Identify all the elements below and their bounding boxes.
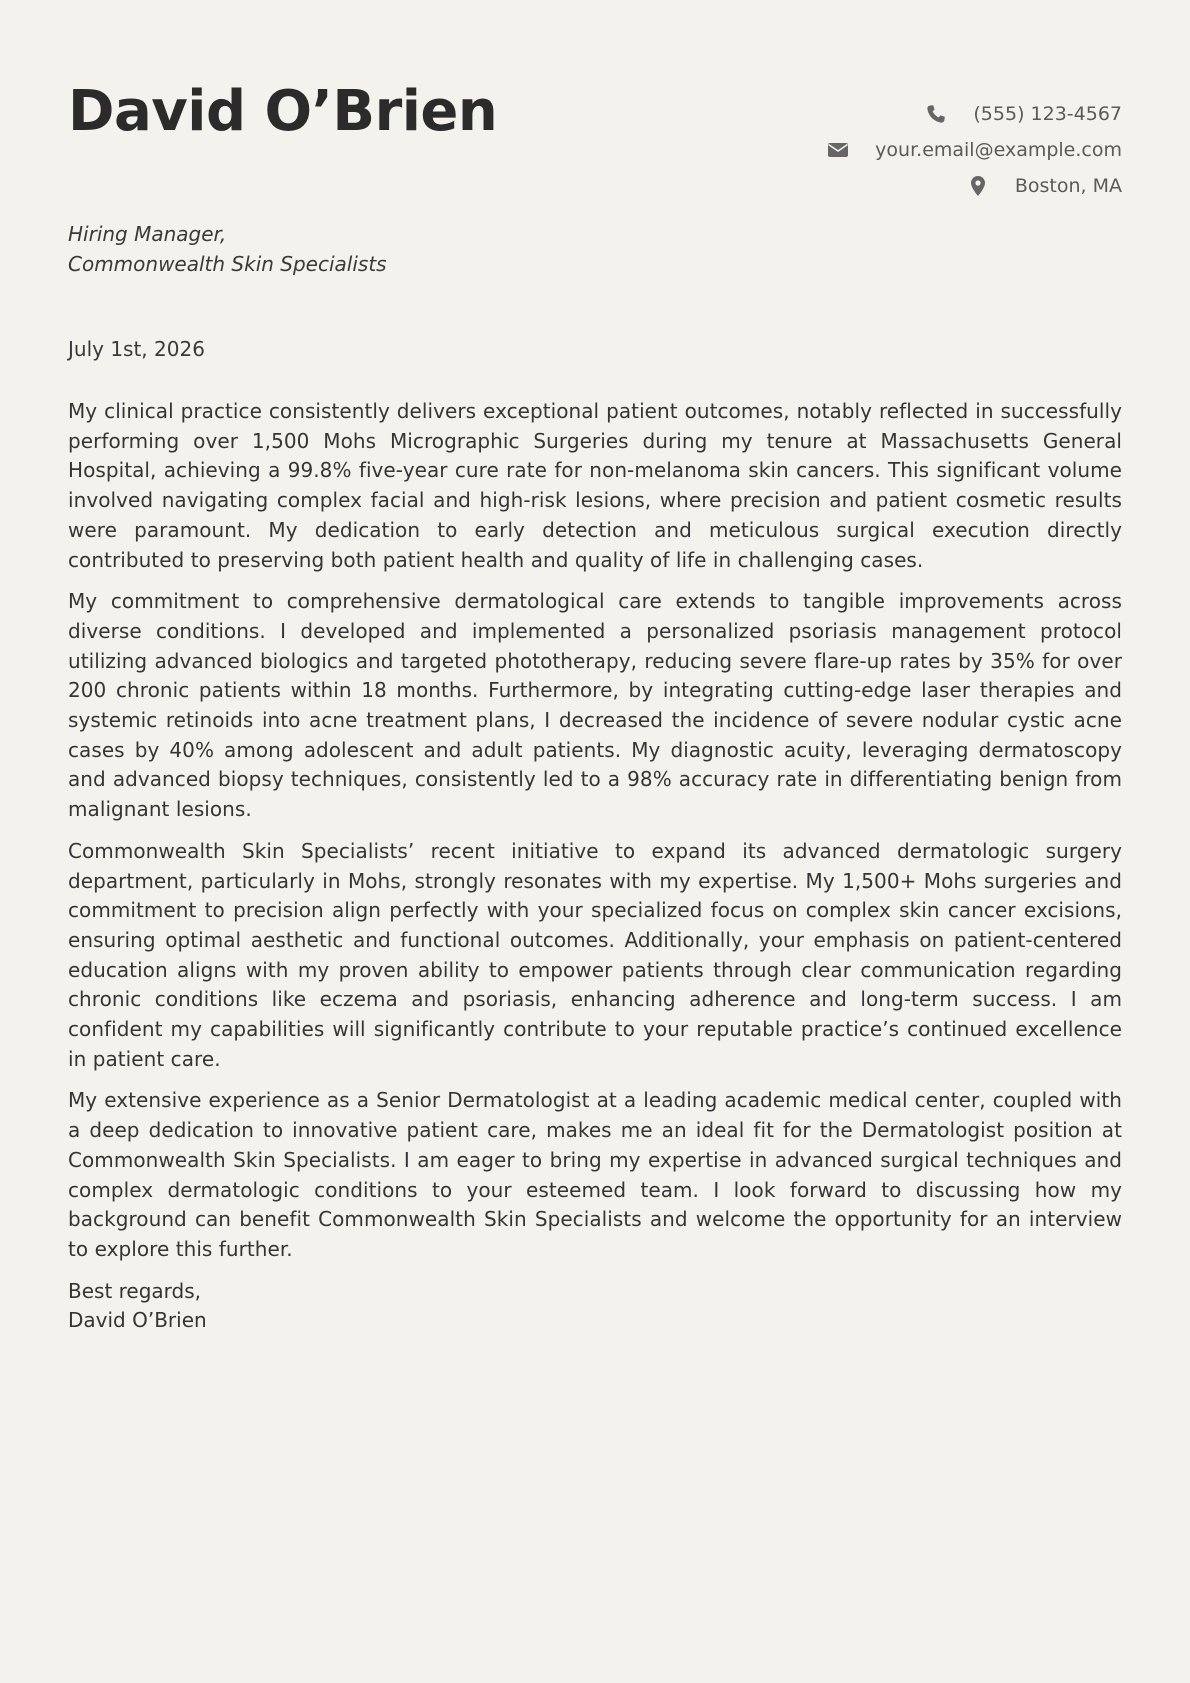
envelope-icon <box>827 139 849 161</box>
closing-salutation: Best regards, <box>68 1278 202 1303</box>
contact-email-row <box>827 132 1122 168</box>
body-paragraph: Commonwealth Skin Specialists’ recent initiative to expand its advanced dermatologic surgery department, particularly in Mohs, strongly resonates with my expertise. My 1,500+ Mohs surgeries and commitment to precision align perfectly with your specialized focus on complex skin cancer excisions, ensuring optimal aesthetic and functional outcomes. Additionally, your emphasis on patient-centered education aligns with my proven ability to empower patients through clear communication regarding chronic conditions like eczema and psoriasis, enhancing adherence and long-term success. I am confident my capabilities will significantly contribute to your reputable practice’s continued excellence in patient care. <box>68 838 1122 1071</box>
letter-body <box>68 397 1122 1336</box>
letter-date: July 1st, 2026 <box>68 337 205 361</box>
contact-block <box>827 96 1122 204</box>
applicant-name: David O’Brien <box>68 79 498 144</box>
recipient-title: Hiring Manager, <box>68 222 227 246</box>
map-pin-icon <box>967 175 989 197</box>
location-text: Boston, MA <box>1014 175 1122 197</box>
email-text[interactable]: your.email@example.com <box>875 139 1122 161</box>
body-paragraph: My extensive experience as a Senior Dermatologist at a leading academic medical center, coupled with a deep dedication to innovative patient care, makes me an ideal fit for the Dermatologist position at Commonwealth Skin Specialists. I am eager to bring my expertise in advanced surgical techniques and complex dermatologic conditions to your esteemed team. I look forward to discussing how my background can benefit Commonwealth Skin Specialists and welcome the opportunity for an interview to explore this further. <box>68 1088 1122 1261</box>
cover-letter-page <box>68 0 1122 1683</box>
recipient-block <box>68 219 387 279</box>
body-paragraph: My commitment to comprehensive dermatological care extends to tangible improvements across diverse conditions. I developed and implemented a personalized psoriasis management protocol utilizing advanced biologics and targeted phototherapy, reducing severe flare-up rates by 35% for over 200 chronic patients within 18 months. Furthermore, by integrating cutting-edge laser therapies and systemic retinoids into acne treatment plans, I decreased the incidence of severe nodular cystic acne cases by 40% among adolescent and adult patients. My diagnostic acuity, leveraging dermatoscopy and advanced biopsy techniques, consistently led to a 98% accuracy rate in differentiating benign from malignant lesions. <box>68 589 1122 822</box>
contact-location-row <box>827 168 1122 204</box>
closing-block <box>68 1277 1122 1336</box>
closing-signature: David O’Brien <box>68 1308 207 1333</box>
phone-text[interactable]: (555) 123-4567 <box>973 103 1122 125</box>
body-paragraph: My clinical practice consistently delivers exceptional patient outcomes, notably reflected in successfully performing over 1,500 Mohs Micrographic Surgeries during my tenure at Massachusetts General Hospital, achieving a 99.8% five-year cure rate for non-melanoma skin cancers. This significant volume involved navigating complex facial and high-risk lesions, where precision and patient cosmetic results were paramount. My dedication to early detection and meticulous surgical execution directly contributed to preserving both patient health and quality of life in challenging cases. <box>68 399 1122 572</box>
contact-phone-row <box>827 96 1122 132</box>
recipient-company: Commonwealth Skin Specialists <box>68 252 387 276</box>
phone-icon <box>925 103 947 125</box>
